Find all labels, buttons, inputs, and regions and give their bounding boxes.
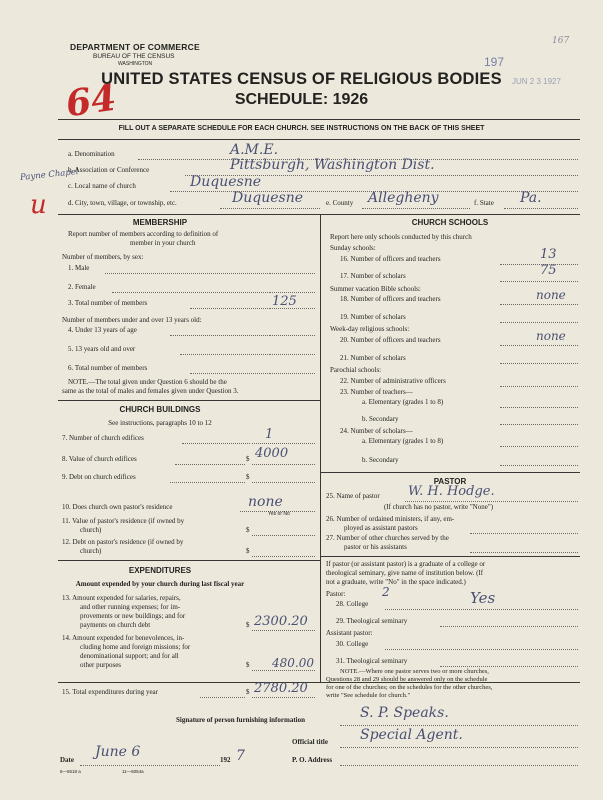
county-label: e. County <box>326 199 354 207</box>
q27-answer-line <box>470 552 578 553</box>
q18-answer-line <box>500 304 578 305</box>
q23a-label: a. Elementary (grades 1 to 8) <box>362 398 444 406</box>
college-note-2: theological seminary, give name of institution below. (If <box>326 569 484 577</box>
q4-label: 4. Under 13 years of age <box>68 326 137 334</box>
q24a-label: a. Elementary (grades 1 to 8) <box>362 437 444 445</box>
city-line <box>220 208 320 209</box>
county-value: Allegheny <box>368 190 439 206</box>
po-address-line <box>340 765 578 766</box>
column-divider <box>320 214 321 682</box>
expenditures-rule <box>58 560 320 561</box>
q11-dollar: $ <box>246 526 250 534</box>
official-title-label: Official title <box>292 738 328 746</box>
q21-answer-line <box>500 363 578 364</box>
schedule-title: SCHEDULE: 1926 <box>234 91 369 108</box>
q13-label-1: 13. Amount expended for salaries, repairs, <box>62 594 181 602</box>
q14-label-4: other purposes <box>80 661 122 669</box>
date-year-digit: 7 <box>236 748 245 764</box>
q30-label: 30. College <box>336 640 369 648</box>
vacation-label: Summer vacation Bible schools: <box>330 285 421 293</box>
q25-sub: (If church has no pastor, write "None") <box>384 503 494 511</box>
official-title-value: Special Agent. <box>360 727 463 743</box>
county-line <box>362 208 470 209</box>
schools-heading: CHURCH SCHOOLS <box>411 218 489 227</box>
q23a-answer-line <box>500 407 578 408</box>
local-name-label: c. Local name of church <box>68 182 136 190</box>
q27-label-2: pastor or his assistants <box>344 543 407 551</box>
q22-label: 22. Number of administrative officers <box>340 377 446 385</box>
city-value: Duquesne <box>232 190 303 206</box>
q21-label: 21. Number of scholars <box>340 354 406 362</box>
q16-answer-line <box>500 264 578 265</box>
q12-dollar: $ <box>246 547 250 555</box>
red-check-mark: u <box>30 190 47 220</box>
conference-label: b. Association or Conference <box>68 166 150 174</box>
pastor-rule <box>320 472 580 473</box>
q13-label-4: payments on church debt <box>80 621 151 629</box>
q30-answer-line <box>385 649 578 650</box>
q14-label-2: cluding home and foreign missions; for <box>80 643 191 651</box>
q13-value: 2300.20 <box>254 614 308 629</box>
date-year-label: 192 <box>220 756 231 764</box>
q10-label: 10. Does church own pastor's residence <box>62 503 173 511</box>
q2-leader <box>112 292 270 293</box>
q10-value: none <box>248 494 283 510</box>
pastor-note-2: Questions 28 and 29 should be answered only on the schedule <box>326 676 488 683</box>
q8-label: 8. Value of church edifices <box>62 455 137 463</box>
q25-label: 25. Name of pastor <box>326 492 380 500</box>
q24b-answer-line <box>500 465 578 466</box>
q31-label: 31. Theological seminary <box>336 657 408 665</box>
local-name-value: Duquesne <box>190 174 261 190</box>
parochial-label: Parochial schools: <box>330 366 382 374</box>
q28-value: Yes <box>470 589 496 607</box>
college-note-3: not a graduate, write "No" in the space indicated.) <box>326 578 466 586</box>
buildings-sub: See instructions, paragraphs 10 to 12 <box>108 419 212 427</box>
q13-dollar: $ <box>246 621 250 629</box>
city-label: d. City, town, village, or township, etc. <box>68 199 177 207</box>
pastor-heading: PASTOR <box>433 477 467 486</box>
q16-label: 16. Number of officers and teachers <box>340 255 441 263</box>
corner-note: 167 <box>552 36 570 46</box>
buildings-heading: CHURCH BUILDINGS <box>119 405 201 414</box>
stamp-number: 197 <box>484 55 505 69</box>
q7-value: 1 <box>265 427 274 442</box>
q8-value: 4000 <box>255 446 289 461</box>
city-name: WASHINGTON <box>118 61 153 67</box>
q7-answer-line <box>252 443 315 444</box>
q15-answer-line <box>252 697 315 698</box>
state-line <box>504 208 578 209</box>
membership-intro-2: member in your church <box>130 239 196 247</box>
q13-answer-line <box>252 630 315 631</box>
q25-answer-line <box>405 501 578 502</box>
q26-label-2: ployed as assistant pastors <box>344 524 418 532</box>
by-sex-label: Number of members, by sex: <box>62 253 144 261</box>
q13-label-3: provements or new buildings; and for <box>80 612 186 620</box>
q14-value: 480.00 <box>272 656 314 670</box>
q19-answer-line <box>500 322 578 323</box>
pastor-note-3: for one of the churches; on the schedules for the other churches, <box>326 684 493 691</box>
pastor-note-1: NOTE.—Where one pastor serves two or more churches, <box>340 668 489 675</box>
margin-note: Payne Chapel <box>19 166 80 184</box>
q24b-label: b. Secondary <box>362 456 399 464</box>
table-top-rule <box>58 214 580 215</box>
state-value: Pa. <box>520 190 542 206</box>
bureau-name: BUREAU OF THE CENSUS <box>93 53 175 60</box>
pastor-note-4: write "See schedule for church." <box>326 692 411 699</box>
instructions-line: FILL OUT A SEPARATE SCHEDULE FOR EACH CHURCH. SEE INSTRUCTIONS ON THE BACK OF THIS SHEET <box>118 125 485 132</box>
q25-value: W. H. Hodge. <box>408 484 495 499</box>
q17-answer-line <box>500 281 578 282</box>
received-date-stamp: JUN 2 3 1927 <box>512 77 561 86</box>
q6-answer-line <box>270 373 315 374</box>
q23b-label: b. Secondary <box>362 415 399 423</box>
q8-answer-line <box>252 464 315 465</box>
weekday-label: Week-day religious schools: <box>330 325 410 333</box>
po-address-label: P. O. Address <box>292 756 333 764</box>
q19-label: 19. Number of scholars <box>340 313 406 321</box>
q28-label: 28. College <box>336 600 369 608</box>
schools-intro: Report here only schools conducted by this church <box>330 233 472 241</box>
official-title-line <box>340 747 578 748</box>
header-rule-bottom <box>58 139 580 140</box>
q23-label: 23. Number of teachers— <box>340 388 413 396</box>
q13-label-2: and other running expenses; for im- <box>80 603 181 611</box>
date-line <box>80 765 220 766</box>
q24-label: 24. Number of scholars— <box>340 427 413 435</box>
q3-label: 3. Total number of members <box>68 299 148 307</box>
q4-leader <box>170 335 270 336</box>
q8-dollar: $ <box>246 455 250 463</box>
q22-answer-line <box>500 386 578 387</box>
q18-label: 18. Number of officers and teachers <box>340 295 441 303</box>
q12-label-2: church) <box>80 547 102 555</box>
q9-leader <box>170 482 245 483</box>
membership-note-2: same as the total of males and females given under Question 3. <box>62 387 239 395</box>
q26-label-1: 26. Number of ordained ministers, if any, em- <box>326 515 455 523</box>
expenditures-heading: EXPENDITURES <box>128 566 192 575</box>
q26-answer-line <box>470 533 578 534</box>
q20-answer-line <box>500 345 578 346</box>
q9-answer-line <box>252 482 315 483</box>
q20-label: 20. Number of officers and teachers <box>340 336 441 344</box>
q15-value: 2780.20 <box>254 681 308 696</box>
q31-answer-line <box>440 666 578 667</box>
q11-answer-line <box>252 535 315 536</box>
q7-leader <box>182 443 250 444</box>
q20-value: none <box>536 329 566 343</box>
q10-sub: Yes or No <box>268 511 290 517</box>
q9-label: 9. Debt on church edifices <box>62 473 136 481</box>
signature-label: Signature of person furnishing information <box>176 716 305 724</box>
q18-value: none <box>536 288 566 302</box>
date-label: Date <box>60 756 74 764</box>
q2-label: 2. Female <box>68 283 96 291</box>
q12-label-1: 12. Debt on pastor's residence (if owned by <box>62 538 184 546</box>
q15-leader <box>200 697 245 698</box>
membership-heading: MEMBERSHIP <box>132 218 188 227</box>
q8-leader <box>175 464 245 465</box>
q12-answer-line <box>252 556 315 557</box>
denomination-value: A.M.E. <box>230 142 279 158</box>
q1-answer-line <box>270 273 315 274</box>
table-bottom-rule <box>58 682 580 683</box>
q17-value: 75 <box>540 263 557 278</box>
q11-label-2: church) <box>80 526 102 534</box>
q17-label: 17. Number of scholars <box>340 272 406 280</box>
q2-answer-line <box>270 292 315 293</box>
buildings-rule <box>58 400 320 401</box>
signature-value: S. P. Speaks. <box>360 705 449 721</box>
denomination-label: a. Denomination <box>68 150 115 158</box>
sunday-label: Sunday schools: <box>330 244 376 252</box>
q6-label: 6. Total number of members <box>68 364 148 372</box>
q5-label: 5. 13 years old and over <box>68 345 136 353</box>
q5-leader <box>180 354 270 355</box>
q3-leader <box>190 308 270 309</box>
q5-answer-line <box>270 354 315 355</box>
q29-answer-line <box>440 626 578 627</box>
pastor-sub-value: 2 <box>382 585 390 599</box>
q14-label-1: 14. Amount expended for benevolences, in- <box>62 634 185 642</box>
q1-leader <box>105 273 270 274</box>
conference-value: Pittsburgh, Washington Dist. <box>230 157 435 173</box>
membership-intro-1: Report number of members according to definition of <box>68 230 219 238</box>
print-number: 11—6054a <box>122 769 144 774</box>
q14-label-3: denominational support; and for all <box>80 652 179 660</box>
age-header: Number of members under and over 13 years old: <box>62 316 202 324</box>
header-rule-top <box>58 119 580 120</box>
q15-dollar: $ <box>246 688 250 696</box>
q9-dollar: $ <box>246 473 250 481</box>
q11-label-1: 11. Value of pastor's residence (if owned by <box>62 517 185 525</box>
q14-answer-line <box>252 670 315 671</box>
q28-answer-line <box>385 609 578 610</box>
expenditures-sub: Amount expended by your church during last fiscal year <box>75 580 245 588</box>
asst-pastor-label: Assistant pastor: <box>326 629 373 637</box>
q16-value: 13 <box>540 247 557 262</box>
q3-value: 125 <box>272 294 297 309</box>
q14-dollar: $ <box>246 661 250 669</box>
college-rule <box>320 556 580 557</box>
department-name: DEPARTMENT OF COMMERCE <box>70 42 200 52</box>
q6-leader <box>190 373 270 374</box>
membership-note-1: NOTE.—The total given under Question 6 should be the <box>68 378 227 386</box>
form-number: 6—5518 a <box>60 769 81 774</box>
q4-answer-line <box>270 335 315 336</box>
date-value: June 6 <box>95 744 141 760</box>
pastor-sub-label: Pastor: <box>326 590 346 598</box>
q27-label-1: 27. Number of other churches served by the <box>326 534 449 542</box>
q29-label: 29. Theological seminary <box>336 617 408 625</box>
q7-label: 7. Number of church edifices <box>62 434 144 442</box>
college-note-1: If pastor (or assistant pastor) is a graduate of a college or <box>326 560 486 568</box>
q15-label: 15. Total expenditures during year <box>62 688 158 696</box>
signature-line <box>340 725 578 726</box>
q23b-answer-line <box>500 424 578 425</box>
q1-label: 1. Male <box>68 264 90 272</box>
red-file-number: 64 <box>63 76 119 126</box>
form-title: UNITED STATES CENSUS OF RELIGIOUS BODIES <box>101 70 502 88</box>
q24a-answer-line <box>500 446 578 447</box>
state-label: f. State <box>474 199 494 207</box>
